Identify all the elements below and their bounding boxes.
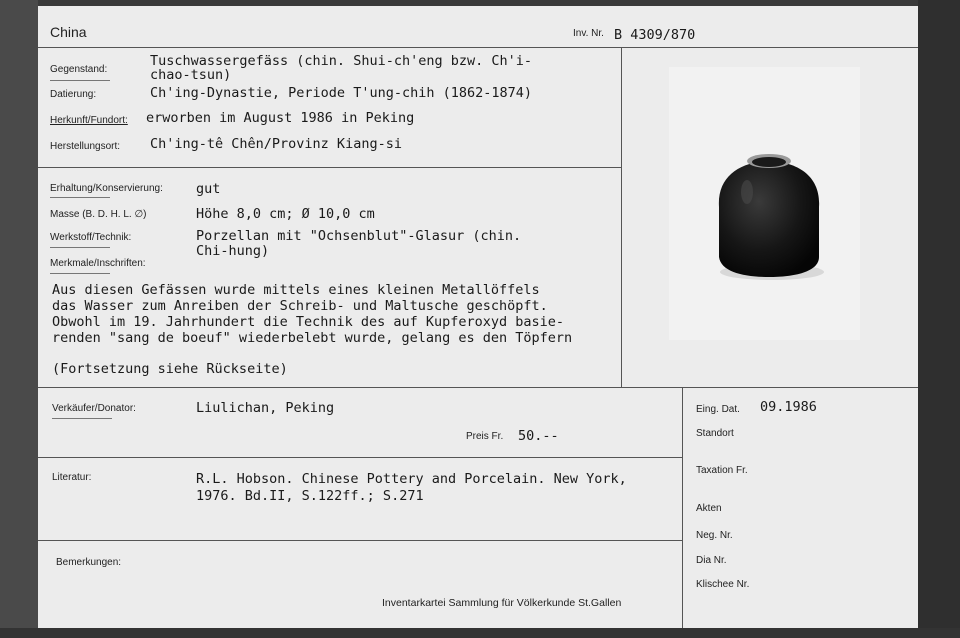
description-line1: Aus diesen Gefässen wurde mittels eines kleinen Metallöffels: [52, 282, 540, 298]
price-value: 50.--: [518, 428, 559, 444]
dia-nr-label: Dia Nr.: [696, 555, 727, 566]
herstellungsort-value: Ch'ing-tê Chên/Provinz Kiang-si: [150, 136, 402, 152]
literature-label: Literatur:: [52, 472, 92, 483]
description-line3: Obwohl im 19. Jahrhundert die Technik des auf Kupferoxyd basie-: [52, 314, 565, 330]
footer-text: Inventarkartei Sammlung für Völkerkunde St.Gallen: [382, 597, 622, 609]
herkunft-value: erworben im August 1986 in Peking: [146, 110, 415, 126]
datierung-label: Datierung:: [50, 89, 97, 100]
literature-line1: R.L. Hobson. Chinese Pottery and Porcelain. New York,: [196, 471, 627, 487]
eing-dat-label: Eing. Dat.: [696, 404, 740, 415]
divider-main-3: [38, 457, 682, 458]
divider-main-1: [38, 167, 621, 168]
werkstoff-line1: Porzellan mit "Ochsenblut"-Glasur (chin.: [196, 228, 522, 244]
region-label: China: [50, 24, 87, 40]
merkmale-label: Merkmale/Inschriften:: [50, 258, 146, 269]
gegenstand-line2: chao-tsun): [150, 67, 232, 83]
rule-erhaltung: [50, 197, 110, 198]
datierung-value: Ch'ing-Dynastie, Periode T'ung-chih (1862-1874): [150, 85, 533, 101]
inventory-card: [38, 6, 918, 628]
literature-line2: 1976. Bd.II, S.122ff.; S.271: [196, 488, 424, 504]
description-line5: (Fortsetzung siehe Rückseite): [52, 361, 288, 377]
divider-header: [38, 47, 918, 48]
description-line4: renden "sang de boeuf" wiederbelebt wurde, gelang es den Töpfern: [52, 330, 573, 346]
price-label: Preis Fr.: [466, 431, 504, 442]
herkunft-label: Herkunft/Fundort:: [50, 115, 128, 126]
werkstoff-line2: Chi-hung): [196, 243, 270, 259]
klischee-nr-label: Klischee Nr.: [696, 579, 750, 590]
herstellungsort-label: Herstellungsort:: [50, 141, 121, 152]
inv-nr-value: B 4309/870: [614, 27, 696, 43]
divider-main-2: [38, 387, 918, 388]
divider-sidebar: [682, 387, 683, 628]
gegenstand-line1: Tuschwassergefäss (chin. Shui-ch'eng bzw. Ch'i-: [150, 53, 533, 69]
inv-nr-label: Inv. Nr.: [573, 28, 604, 39]
scan-background-left: [0, 0, 38, 638]
rule-werkstoff: [50, 247, 110, 248]
object-photo: [669, 67, 860, 340]
remarks-label: Bemerkungen:: [56, 557, 122, 568]
gegenstand-label: Gegenstand:: [50, 64, 108, 75]
neg-nr-label: Neg. Nr.: [696, 530, 733, 541]
standort-label: Standort: [696, 428, 734, 439]
water-pot-image: [669, 67, 860, 340]
masse-label: Masse (B. D. H. L. ∅): [50, 209, 147, 220]
rule-seller: [52, 418, 112, 419]
rule-gegenstand: [50, 80, 110, 81]
seller-label: Verkäufer/Donator:: [52, 403, 136, 414]
masse-value: Höhe 8,0 cm; Ø 10,0 cm: [196, 206, 375, 222]
divider-photo-left: [621, 47, 622, 387]
scan-background-bottom: [0, 628, 960, 638]
erhaltung-label: Erhaltung/Konservierung:: [50, 183, 163, 194]
werkstoff-label: Werkstoff/Technik:: [50, 232, 132, 243]
divider-main-4: [38, 540, 682, 541]
erhaltung-value: gut: [196, 181, 221, 197]
taxation-label: Taxation Fr.: [696, 465, 748, 476]
description-line2: das Wasser zum Anreiben der Schreib- und Maltusche geschöpft.: [52, 298, 548, 314]
rule-merkmale: [50, 273, 110, 274]
scan-background-right: [918, 0, 960, 638]
akten-label: Akten: [696, 503, 722, 514]
eing-dat-value: 09.1986: [760, 399, 817, 415]
seller-value: Liulichan, Peking: [196, 400, 335, 416]
